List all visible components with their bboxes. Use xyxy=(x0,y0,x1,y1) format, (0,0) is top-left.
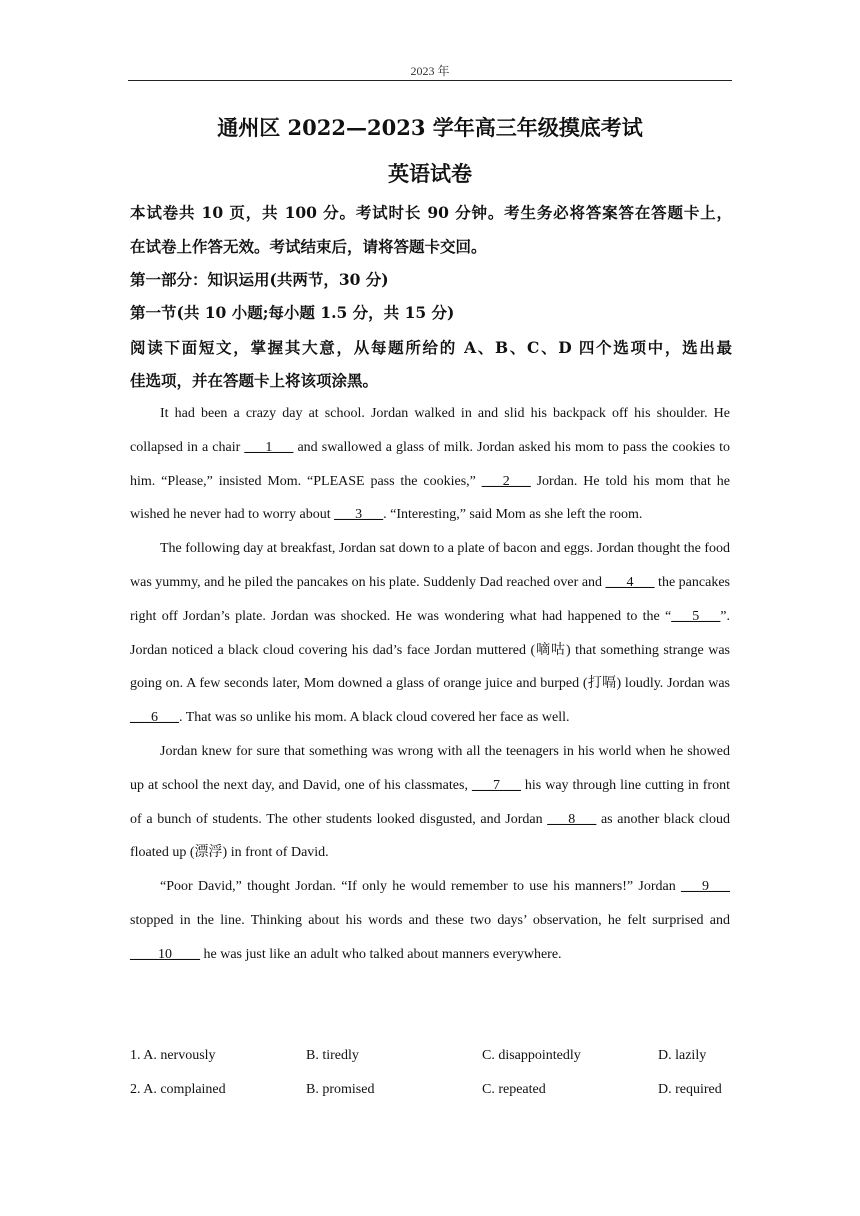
passage-text: Jordan knew for sure that something was wrong with all the teenagers in his world when he showed up at school the next day, and David, one of his classmates, xyxy=(130,743,730,793)
option-b: B. promised xyxy=(306,1082,375,1097)
passage-text: his way through line cutting in front of a bunch of students. The other students looked disgusted, and Jordan xyxy=(130,777,730,827)
blank-1: ___1___ xyxy=(244,439,294,455)
exam-subtitle: 英语试卷 xyxy=(388,161,472,186)
passage-text: he was just like an adult who talked about manners everywhere. xyxy=(200,946,562,962)
passage-paragraph-2 xyxy=(130,532,730,735)
answer-options xyxy=(130,1039,730,1107)
blank-10: ____10____ xyxy=(130,946,200,962)
option-d: D. lazily xyxy=(658,1048,707,1063)
header-rule xyxy=(128,80,732,81)
passage-text: and swallowed a glass of milk. Jordan asked his mom to pass the cookies to him. “Please,” insisted Mom. “PLEASE pass the cookies,” xyxy=(130,439,730,489)
passage-text: . “Interesting,” said Mom as she left the room. xyxy=(383,507,643,523)
blank-9: ___9___ xyxy=(681,879,730,895)
blank-5: ___5___ xyxy=(671,608,721,624)
option-c: C. disappointedly xyxy=(482,1048,581,1063)
question-2-options xyxy=(130,1073,730,1107)
blank-2: ___2___ xyxy=(481,473,531,489)
passage-text: ”. Jordan noticed a black cloud covering his dad’s face Jordan muttered (嘀咕) that something strange was going on. A few seconds later, Mom downed a glass of orange juice and burped (打嗝) loudly. Jordan was xyxy=(130,608,730,692)
blank-4: ___4___ xyxy=(605,574,655,590)
option-a: 1. A. nervously xyxy=(130,1048,216,1063)
exam-title: 通州区 2022—2023 学年高三年级摸底考试 xyxy=(217,115,643,140)
page-header-year: 2023 年 xyxy=(410,64,450,78)
reading-passage xyxy=(130,397,730,972)
passage-text: . That was so unlike his mom. A black cloud covered her face as well. xyxy=(179,710,570,726)
passage-text: Jordan. He told his mom that he wished he never had to worry about xyxy=(130,473,730,523)
passage-text: “Poor David,” thought Jordan. “If only he would remember to use his manners!” Jordan xyxy=(160,879,681,895)
passage-text: stopped in the line. Thinking about his words and these two days’ observation, he felt surprised and xyxy=(130,912,730,928)
directions-line-2: 佳选项，并在答题卡上将该项涂黑。 xyxy=(130,371,379,390)
section-heading: 第一节(共 10 小题;每小题 1.5 分，共 15 分) xyxy=(130,303,455,322)
instructions-line-1: 本试卷共 10 页，共 100 分。考试时长 90 分钟。考生务必将答案答在答题卡上， xyxy=(130,203,732,222)
option-c: C. repeated xyxy=(482,1082,546,1097)
directions-line-1: 阅读下面短文，掌握其大意，从每题所给的 A、B、C、D 四个选项中，选出最 xyxy=(130,338,732,357)
passage-paragraph-3 xyxy=(130,735,730,870)
blank-3: ___3___ xyxy=(334,507,384,523)
passage-paragraph-1 xyxy=(130,397,730,532)
passage-paragraph-4 xyxy=(130,870,730,971)
blank-7: ___7___ xyxy=(471,777,521,793)
passage-text: as another black cloud floated up (漂浮) in front of David. xyxy=(130,811,731,861)
passage-text: The following day at breakfast, Jordan sat down to a plate of bacon and eggs. Jordan thought the food was yummy, and he piled the pancakes on his plate. Suddenly Dad reached over and xyxy=(130,541,730,590)
part-heading: 第一部分：知识运用(共两节，30 分) xyxy=(130,270,389,289)
instructions-line-2: 在试卷上作答无效。考试结束后，请将答题卡交回。 xyxy=(130,237,487,256)
option-b: B. tiredly xyxy=(306,1048,359,1063)
passage-text: the pancakes right off Jordan’s plate. Jordan was shocked. He was wondering what had happened to the “ xyxy=(130,574,730,624)
question-1-options xyxy=(130,1039,730,1073)
option-a: 2. A. complained xyxy=(130,1082,226,1097)
passage-text: It had been a crazy day at school. Jordan walked in and slid his backpack off his shoulder. He collapsed in a chair xyxy=(130,406,730,455)
option-d: D. required xyxy=(658,1082,722,1097)
blank-8: ___8___ xyxy=(547,811,597,827)
blank-6: ___6___ xyxy=(130,710,179,726)
